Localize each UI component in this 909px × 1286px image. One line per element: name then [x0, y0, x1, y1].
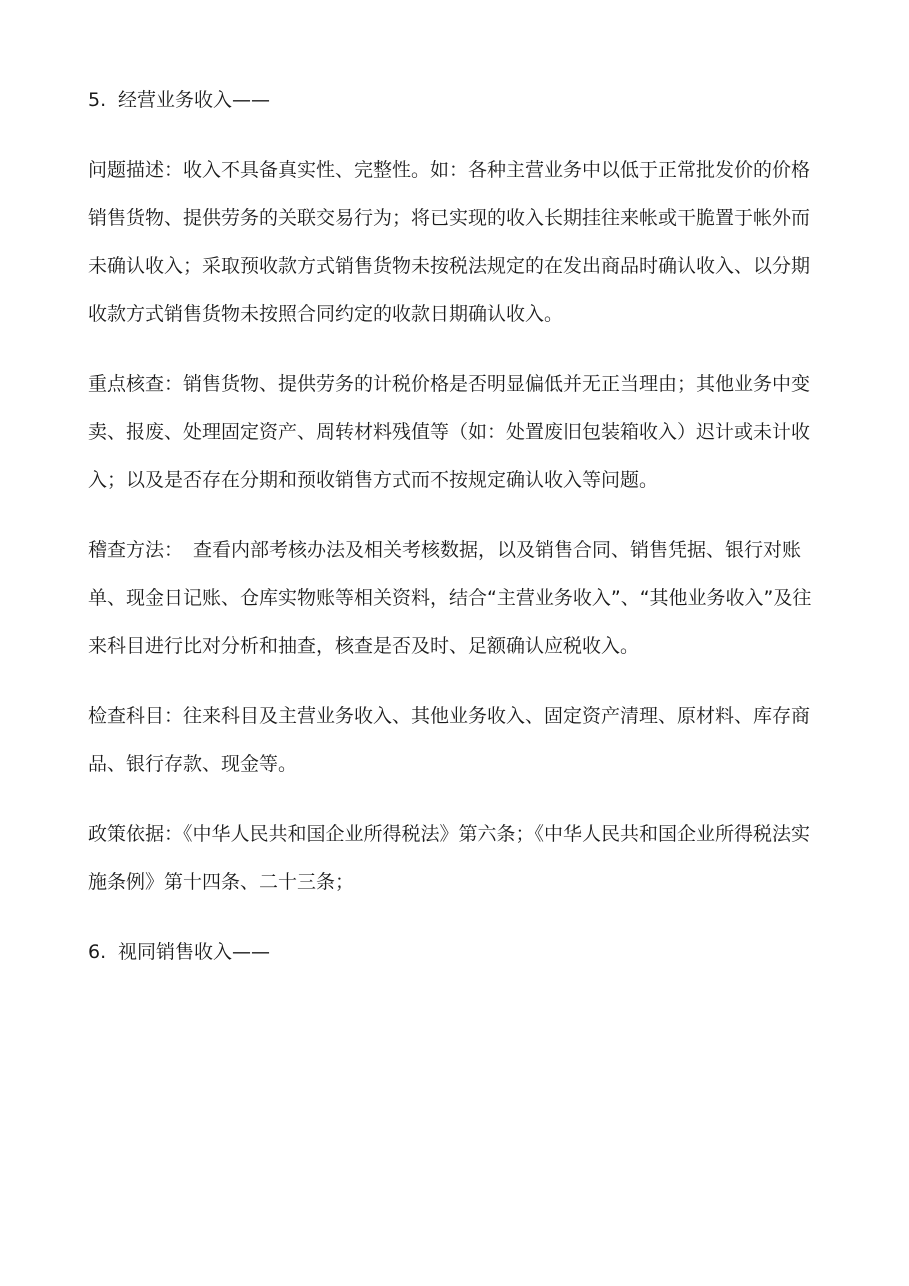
document-page	[88, 76, 828, 998]
check-subjects-paragraph	[88, 692, 828, 788]
problem-description-label: 问题描述：	[88, 159, 184, 181]
section-6-title: 视同销售收入——	[118, 941, 271, 963]
problem-description-text: 收入不具备真实性、完整性。如：各种主营业务中以低于正常批发价的价格销售货物、提供劳务的关联交易行为；将已实现的收入长期挂往来帐或干脆置于帐外而未确认收入；采取预收款方式销售货物未按税法规定的在发出商品时确认收入、以分期收款方式销售货物未按照合同约定的收款日期确认收入。	[88, 159, 811, 325]
section-5-number: 5.	[88, 89, 107, 111]
focus-check-label: 重点核查：	[88, 373, 184, 395]
section-5-title: 经营业务收入——	[118, 89, 271, 111]
audit-method-paragraph	[88, 526, 828, 670]
section-6-heading	[88, 928, 828, 976]
section-6-number: 6.	[88, 941, 107, 963]
audit-method-text: 查看内部考核办法及相关考核数据，以及销售合同、销售凭据、银行对账单、现金日记账、仓库实物账等相关资料，结合“主营业务收入”、“其他业务收入”及往来科目进行比对分析和抽查，核查是否及时、足额确认应税收入。	[88, 539, 812, 657]
check-subjects-label: 检查科目：	[88, 705, 184, 727]
focus-check-text: 销售货物、提供劳务的计税价格是否明显偏低并无正当理由；其他业务中变卖、报废、处理固定资产、周转材料残值等（如：处置废旧包装箱收入）迟计或未计收入；以及是否存在分期和预收销售方式而不按规定确认收入等问题。	[88, 373, 811, 491]
policy-basis-paragraph	[88, 810, 828, 906]
policy-basis-label: 政策依据：	[88, 823, 184, 845]
problem-description-paragraph	[88, 146, 828, 338]
section-5-heading	[88, 76, 828, 124]
audit-method-label: 稽查方法：	[88, 539, 184, 561]
policy-basis-text: 《中华人民共和国企业所得税法》第六条；《中华人民共和国企业所得税法实施条例》第十四条、二十三条；	[88, 823, 811, 893]
check-subjects-text: 往来科目及主营业务收入、其他业务收入、固定资产清理、原材料、库存商品、银行存款、现金等。	[88, 705, 811, 775]
focus-check-paragraph	[88, 360, 828, 504]
